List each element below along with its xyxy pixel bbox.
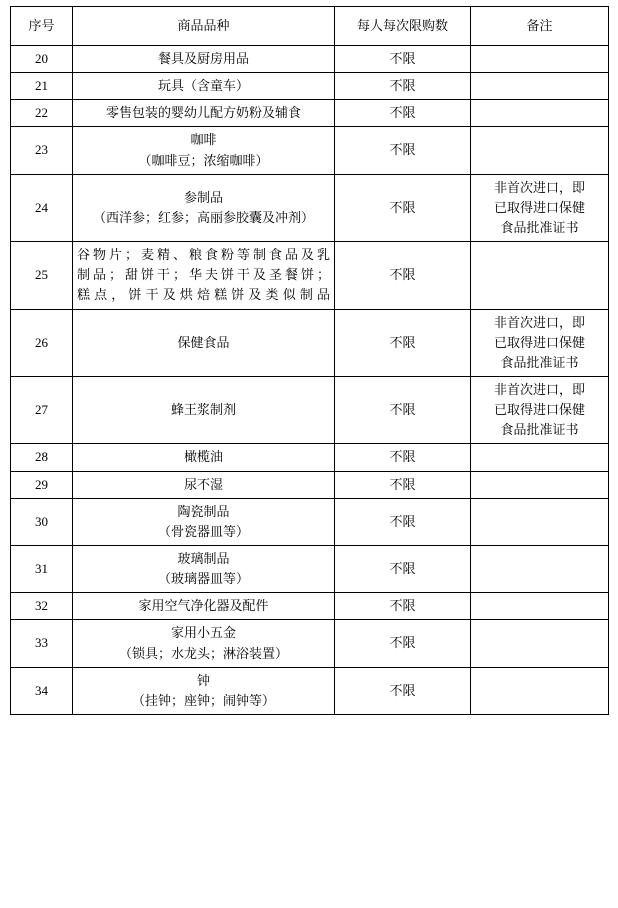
- cell-sequence: 34: [11, 667, 73, 714]
- cell-product-type: [73, 620, 335, 667]
- cell-purchase-limit: 不限: [335, 376, 471, 443]
- cell-remarks: [471, 242, 609, 309]
- cell-remarks: [471, 309, 609, 376]
- product-type-line: 家用小五金: [170, 625, 236, 641]
- cell-product-type: [73, 444, 335, 471]
- goods-limit-table: [10, 6, 609, 715]
- cell-remarks: [471, 46, 609, 73]
- product-type-line: 零售包装的婴幼儿配方奶粉及辅食: [105, 105, 301, 121]
- cell-remarks: [471, 174, 609, 241]
- table-row: [11, 593, 609, 620]
- table-row: [11, 174, 609, 241]
- remarks-line: 食品批准证书: [500, 219, 579, 235]
- table-row: [11, 667, 609, 714]
- cell-remarks: [471, 667, 609, 714]
- cell-product-type: [73, 545, 335, 592]
- cell-product-type: [73, 100, 335, 127]
- product-type-line: 家用空气净化器及配件: [138, 598, 269, 614]
- product-type-line: 尿不湿: [183, 476, 223, 492]
- product-type-line: 橄榄油: [183, 449, 223, 465]
- cell-purchase-limit: 不限: [335, 127, 471, 174]
- remarks-line: 食品批准证书: [500, 354, 579, 370]
- cell-purchase-limit: 不限: [335, 667, 471, 714]
- product-type-line: 保健食品: [177, 334, 230, 350]
- cell-purchase-limit: 不限: [335, 73, 471, 100]
- product-type-line: 玻璃制品: [177, 550, 230, 566]
- cell-sequence: 27: [11, 376, 73, 443]
- remarks-line: 非首次进口，即: [493, 314, 585, 330]
- cell-remarks: [471, 100, 609, 127]
- product-type-line: （西洋参；红参；高丽参胶囊及冲剂）: [92, 209, 314, 225]
- cell-remarks: [471, 620, 609, 667]
- product-type-line: 糕点，饼干及烘焙糕饼及类似制品: [77, 287, 330, 303]
- table-row: [11, 242, 609, 309]
- cell-product-type: [73, 242, 335, 309]
- cell-remarks: [471, 593, 609, 620]
- remarks-line: 非首次进口，即: [493, 179, 585, 195]
- cell-sequence: 29: [11, 471, 73, 498]
- remarks-line: 已取得进口保健: [493, 199, 585, 215]
- table-row: [11, 100, 609, 127]
- cell-purchase-limit: 不限: [335, 471, 471, 498]
- cell-sequence: 23: [11, 127, 73, 174]
- cell-purchase-limit: 不限: [335, 620, 471, 667]
- product-type-line: （咖啡豆；浓缩咖啡）: [138, 152, 269, 168]
- product-type-line: 玩具（含童车）: [157, 78, 249, 94]
- product-type-line: （锁具；水龙头；淋浴装置）: [118, 645, 288, 661]
- cell-remarks: [471, 73, 609, 100]
- cell-remarks: [471, 545, 609, 592]
- table-row: [11, 444, 609, 471]
- cell-sequence: 28: [11, 444, 73, 471]
- cell-sequence: 31: [11, 545, 73, 592]
- cell-product-type: [73, 127, 335, 174]
- cell-purchase-limit: 不限: [335, 309, 471, 376]
- cell-product-type: [73, 73, 335, 100]
- table-row: [11, 545, 609, 592]
- remarks-line: 食品批准证书: [500, 422, 579, 438]
- product-type-line: 钟: [196, 672, 210, 688]
- cell-purchase-limit: 不限: [335, 545, 471, 592]
- product-type-line: 蜂王浆制剂: [170, 402, 236, 418]
- cell-product-type: [73, 667, 335, 714]
- cell-sequence: 21: [11, 73, 73, 100]
- cell-purchase-limit: 不限: [335, 174, 471, 241]
- cell-product-type: [73, 46, 335, 73]
- cell-product-type: [73, 309, 335, 376]
- table-header: [11, 7, 609, 46]
- cell-remarks: [471, 471, 609, 498]
- cell-sequence: 25: [11, 242, 73, 309]
- table-row: [11, 471, 609, 498]
- cell-purchase-limit: 不限: [335, 46, 471, 73]
- table-row: [11, 73, 609, 100]
- cell-purchase-limit: 不限: [335, 100, 471, 127]
- product-type-line: （玻璃器皿等）: [157, 571, 249, 587]
- remarks-line: 已取得进口保健: [493, 402, 585, 418]
- product-type-line: 咖啡: [190, 132, 217, 148]
- cell-purchase-limit: 不限: [335, 498, 471, 545]
- product-type-line: （挂钟；座钟；闹钟等）: [131, 692, 275, 708]
- table-body: [11, 46, 609, 715]
- remarks-line: 非首次进口，即: [493, 381, 585, 397]
- product-type-line: 谷物片；麦精、粮食粉等制食品及乳: [77, 247, 330, 263]
- product-type-line: （骨瓷器皿等）: [157, 523, 249, 539]
- table-row: [11, 46, 609, 73]
- cell-purchase-limit: 不限: [335, 242, 471, 309]
- table-header-row: [11, 7, 609, 46]
- table-row: [11, 376, 609, 443]
- product-type-line: 制品；甜饼干；华夫饼干及圣餐饼；: [77, 267, 330, 283]
- cell-sequence: 22: [11, 100, 73, 127]
- cell-sequence: 32: [11, 593, 73, 620]
- cell-purchase-limit: 不限: [335, 444, 471, 471]
- table-row: [11, 127, 609, 174]
- cell-product-type: [73, 376, 335, 443]
- cell-product-type: [73, 498, 335, 545]
- cell-product-type: [73, 471, 335, 498]
- table-row: [11, 498, 609, 545]
- column-header-remarks: 备注: [471, 7, 609, 46]
- cell-product-type: [73, 593, 335, 620]
- cell-sequence: 26: [11, 309, 73, 376]
- column-header-sequence: 序号: [11, 7, 73, 46]
- table-row: [11, 309, 609, 376]
- product-type-line: 参制品: [183, 189, 223, 205]
- table-row: [11, 620, 609, 667]
- cell-remarks: [471, 444, 609, 471]
- product-type-line: 餐具及厨房用品: [157, 51, 249, 66]
- product-type-line: 陶瓷制品: [177, 503, 230, 519]
- remarks-line: 已取得进口保健: [493, 334, 585, 350]
- cell-sequence: 24: [11, 174, 73, 241]
- cell-sequence: 30: [11, 498, 73, 545]
- cell-remarks: [471, 127, 609, 174]
- column-header-purchase-limit: 每人每次限购数: [335, 7, 471, 46]
- cell-sequence: 33: [11, 620, 73, 667]
- cell-remarks: [471, 376, 609, 443]
- column-header-product-type: 商品品种: [73, 7, 335, 46]
- cell-product-type: [73, 174, 335, 241]
- cell-purchase-limit: 不限: [335, 593, 471, 620]
- cell-remarks: [471, 498, 609, 545]
- cell-sequence: 20: [11, 46, 73, 73]
